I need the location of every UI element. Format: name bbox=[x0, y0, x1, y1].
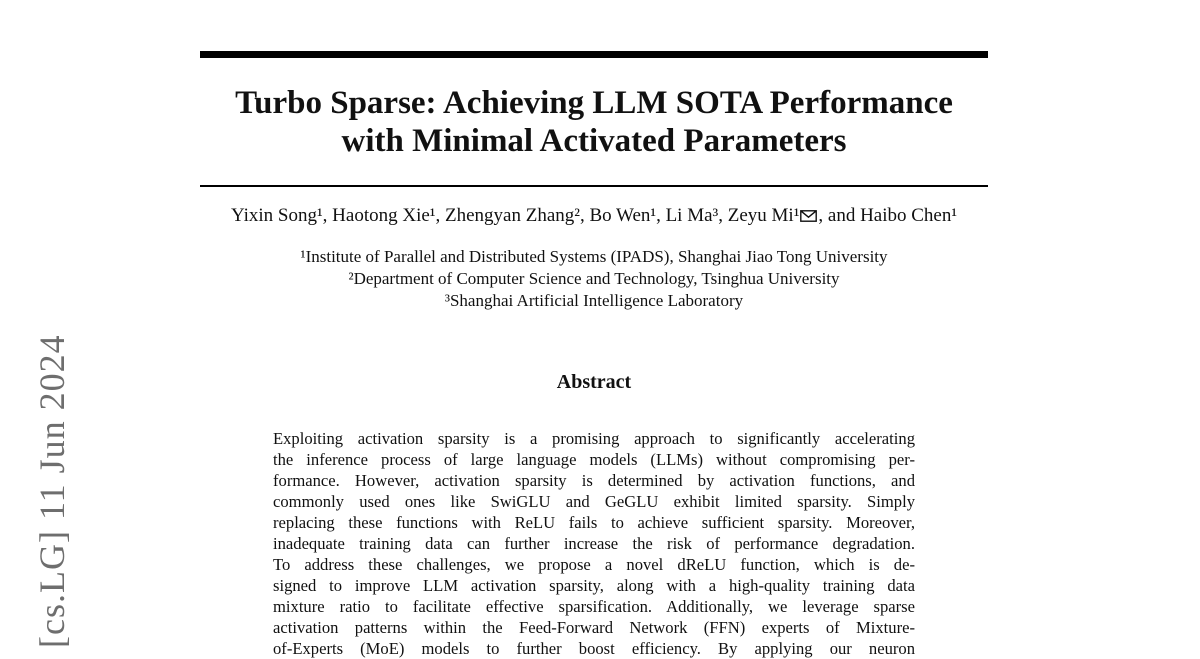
author-line bbox=[200, 204, 988, 228]
title-rule-top bbox=[200, 51, 988, 58]
abstract-line: formance. However, activation sparsity is determined by activation functions, and bbox=[273, 471, 915, 490]
paper-title-line1: Turbo Sparse: Achieving LLM SOTA Performance bbox=[235, 85, 953, 121]
affiliation-2: ²Department of Computer Science and Technology, Tsinghua University bbox=[348, 269, 840, 288]
envelope-icon bbox=[800, 204, 817, 228]
abstract-body bbox=[273, 428, 915, 659]
abstract-heading: Abstract bbox=[556, 371, 632, 393]
abstract-line: inadequate training data can further increase the risk of performance degradation. bbox=[273, 534, 915, 553]
abstract-line: commonly used ones like SwiGLU and GeGLU exhibit limited sparsity. Simply bbox=[273, 492, 915, 511]
paper-title bbox=[200, 84, 988, 160]
abstract-line: the inference process of large language models (LLMs) without compromising per- bbox=[273, 450, 915, 469]
affiliations bbox=[200, 246, 988, 312]
authors-text-before-envelope: Yixin Song¹, Haotong Xie¹, Zhengyan Zhang², Bo Wen¹, Li Ma³, Zeyu Mi¹ bbox=[230, 205, 800, 226]
abstract-line: mixture ratio to facilitate effective sparsification. Additionally, we leverage sparse bbox=[273, 597, 915, 616]
affiliation-3: ³Shanghai Artificial Intelligence Laboratory bbox=[444, 291, 744, 310]
abstract-line: of-Experts (MoE) models to further boost efficiency. By applying our neuron bbox=[273, 639, 915, 658]
abstract-line: Exploiting activation sparsity is a promising approach to significantly accelerating bbox=[273, 429, 915, 448]
arxiv-watermark: [cs.LG] 11 Jun 2024 bbox=[32, 334, 72, 648]
paper-title-line2: with Minimal Activated Parameters bbox=[341, 123, 847, 159]
title-rule-bottom bbox=[200, 185, 988, 187]
authors-text-after-envelope: , and Haibo Chen¹ bbox=[818, 205, 958, 226]
abstract-line: activation patterns within the Feed-Forward Network (FFN) experts of Mixture- bbox=[273, 618, 915, 637]
affiliation-1: ¹Institute of Parallel and Distributed Systems (IPADS), Shanghai Jiao Tong University bbox=[300, 247, 888, 266]
abstract-line: signed to improve LLM activation sparsity, along with a high-quality training data bbox=[273, 576, 915, 595]
abstract-line: To address these challenges, we propose a novel dReLU function, which is de- bbox=[273, 555, 915, 574]
paper-content bbox=[200, 0, 988, 659]
abstract-line: replacing these functions with ReLU fails to achieve sufficient sparsity. Moreover, bbox=[273, 513, 915, 532]
